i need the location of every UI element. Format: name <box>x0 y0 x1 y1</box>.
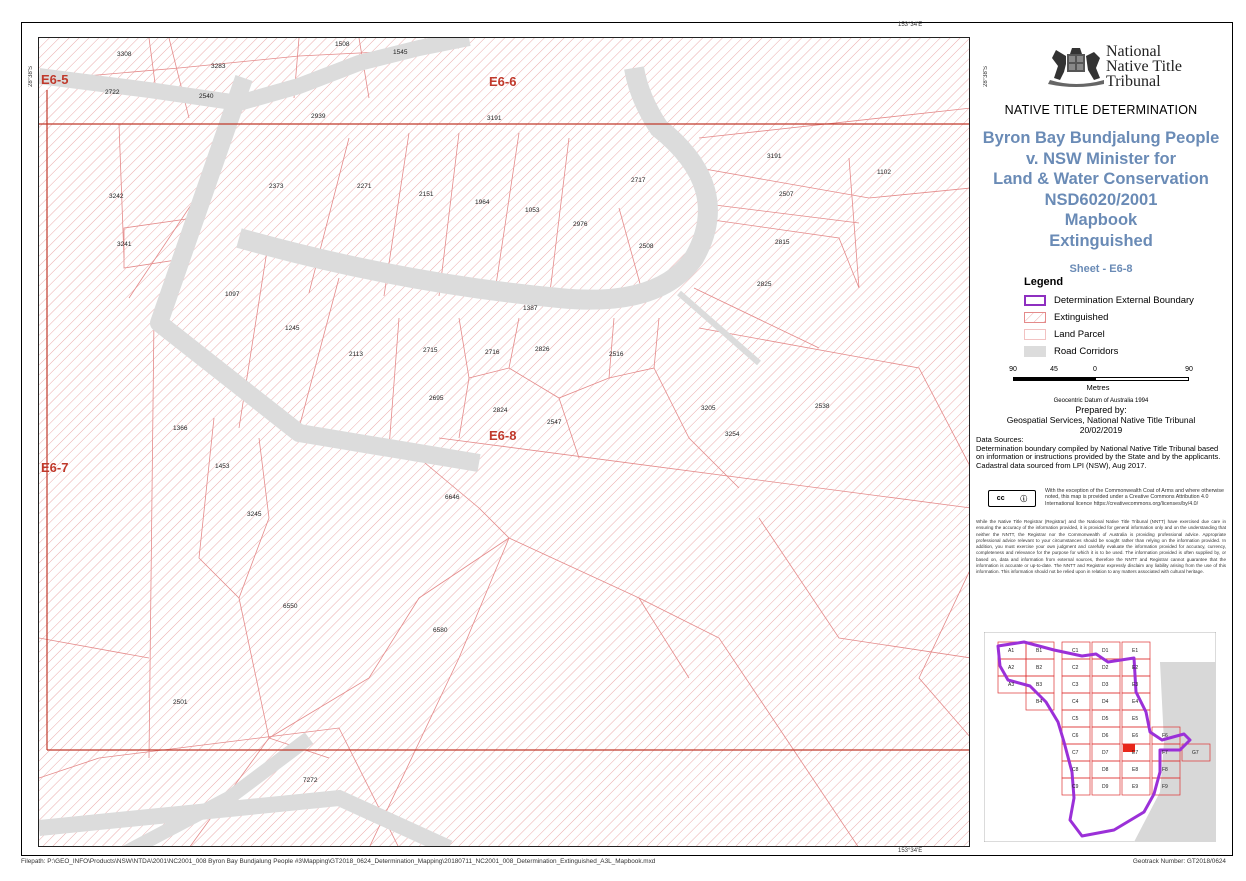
parcel-label: 3191 <box>767 153 782 160</box>
parcel-label: 6646 <box>445 494 460 501</box>
parcel-label: 3283 <box>211 63 226 70</box>
parcel-label: 1366 <box>173 425 188 432</box>
key-cell-label: A2 <box>1008 665 1015 671</box>
prepared-by: Prepared by: <box>1075 405 1127 415</box>
legend-item-extinguished <box>1024 310 1108 324</box>
sheet-label: E6-7 <box>41 460 69 475</box>
map-title <box>974 128 1228 251</box>
key-cell-label: C2 <box>1072 665 1079 671</box>
disclaimer-text: While the Native Title Registrar (Registrar) and the National Native Title Tribunal (NNTT) have exercised due care in ensuring the accuracy of the information provided, it is provided for general information only and on the understanding that neither the NNTT, the Registrar nor the Commonwealth of Australia is providing professional advice. Appropriate professional advice relevant to your circumstances should be sought rather than relying on the information provided. In addition, you must exercise your own judgment and carefully evaluate the information provided for accuracy, currency, completeness and relevance for the purpose for which it is to be used. The information provided is often supplied by, or based on, data and information from external sources, therefore the NNTT and Registrar cannot guarantee that the information is accurate or up-to-date. The NNTT and Registrar expressly disclaim any liability arising from the use of this information. This information should not be relied upon in relation to any matters associated with cultural heritage. <box>976 519 1226 575</box>
parcel-label: 2540 <box>199 93 214 100</box>
boundary-swatch <box>1024 295 1046 306</box>
key-cell-label: C7 <box>1072 750 1079 756</box>
key-cell-label: D6 <box>1102 733 1109 739</box>
scale-bar <box>1000 366 1196 396</box>
key-cell-label: D7 <box>1102 750 1109 756</box>
key-cell-label: D9 <box>1102 784 1109 790</box>
scale-tick: 90 <box>1009 366 1017 373</box>
scale-tick: 90 <box>1185 366 1193 373</box>
coord-top: 153°34'E <box>898 22 923 28</box>
parcel-label: 2113 <box>349 351 363 358</box>
cadastral-source: Cadastral data sourced from LPI (NSW), Aug 2017. <box>976 461 1147 471</box>
key-cell-label: G7 <box>1192 750 1199 756</box>
map-canvas[interactable] <box>39 38 970 847</box>
key-cell-label: E1 <box>1132 648 1139 654</box>
parcel-label: 1545 <box>393 49 408 56</box>
key-cell-label: C3 <box>1072 682 1079 688</box>
parcel-label: 2722 <box>105 89 120 96</box>
parcel-label: 2717 <box>631 177 646 184</box>
key-map <box>984 632 1216 842</box>
map-frame[interactable] <box>38 37 970 847</box>
parcel-label: 2373 <box>269 183 284 190</box>
creative-commons-logo: cc ⓘ <box>988 490 1036 507</box>
key-cell-label: B3 <box>1036 682 1043 688</box>
sheet-label: E6-8 <box>489 428 517 443</box>
parcel-label: 2501 <box>173 699 188 706</box>
key-cell-label: E2 <box>1132 665 1139 671</box>
key-cell-label: E8 <box>1132 767 1139 773</box>
key-cell-label: F9 <box>1162 784 1168 790</box>
parcel-label: 2538 <box>815 403 830 410</box>
title-line: v. NSW Minister for <box>1025 149 1177 168</box>
key-cell-label: A3 <box>1008 682 1015 688</box>
coord-right: 28°38'S <box>983 66 989 87</box>
key-cell-label: D5 <box>1102 716 1109 722</box>
legend-label: Extinguished <box>1054 311 1109 323</box>
scale-bar-white <box>1095 377 1189 381</box>
sheet-label: E6-5 <box>41 72 69 87</box>
parcel-label: 2715 <box>423 347 438 354</box>
parcel-label: 1097 <box>225 291 240 298</box>
key-cell-label: E6 <box>1132 733 1139 739</box>
title-line: Land & Water Conservation <box>993 170 1209 188</box>
parcel-label: 3191 <box>487 115 502 122</box>
legend-item-land-parcel <box>1024 327 1105 341</box>
key-cell-label: B4 <box>1036 699 1043 705</box>
key-cell-label: E9 <box>1132 784 1139 790</box>
org-name-line: National <box>1106 43 1162 60</box>
org-name <box>1106 44 1182 89</box>
scale-tick: 0 <box>1093 366 1097 373</box>
key-cell-label: C6 <box>1072 733 1079 739</box>
parcel-label: 3254 <box>725 431 740 438</box>
parcel-label: 2716 <box>485 349 500 356</box>
scale-tick: 45 <box>1050 366 1058 373</box>
parcel-label: 7272 <box>303 777 318 784</box>
key-cell-label: C9 <box>1072 784 1079 790</box>
org-name-line: Native Title <box>1106 58 1183 75</box>
key-cell-label: B2 <box>1036 665 1043 671</box>
footer-geotrack: Geotrack Number: GT2018/0624 <box>1132 858 1226 865</box>
legend-label: Road Corridors <box>1054 345 1119 357</box>
parcel-label: 1508 <box>335 41 350 48</box>
parcel-label: 2939 <box>311 113 326 120</box>
datum-text: Geocentric Datum of Australia 1994 <box>1053 398 1149 404</box>
key-cell-label: C5 <box>1072 716 1079 722</box>
key-cell-label: D2 <box>1102 665 1109 671</box>
legend-item-road <box>1024 344 1118 358</box>
key-cell-label: C4 <box>1072 699 1079 705</box>
hatch-swatch <box>1024 312 1046 323</box>
key-cell-label: D4 <box>1102 699 1109 705</box>
parcel-label: 3245 <box>247 511 262 518</box>
sources-heading: Data Sources: <box>976 435 1024 444</box>
parcel-label: 6550 <box>283 603 298 610</box>
key-cell-label: E5 <box>1132 716 1139 722</box>
parcel-label: 2824 <box>493 407 508 414</box>
parcel-label: 2976 <box>573 221 588 228</box>
key-cell-label: C8 <box>1072 767 1079 773</box>
legend-item-boundary <box>1024 293 1194 307</box>
key-cell-label: D3 <box>1102 682 1109 688</box>
key-cell-label: F7 <box>1162 750 1168 756</box>
title-line: Extinguished <box>1049 231 1153 250</box>
parcel-label: 3308 <box>117 51 132 58</box>
parcel-label: 6580 <box>433 627 448 634</box>
parcel-label: 2695 <box>429 395 444 402</box>
parcel-label: 2507 <box>779 191 794 198</box>
key-cell-label: E3 <box>1132 682 1139 688</box>
parcel-label: 1387 <box>523 305 538 312</box>
title-line: Byron Bay Bundjalung People <box>982 129 1220 147</box>
key-cell-label: B1 <box>1036 648 1043 654</box>
licence-text: With the exception of the Commonwealth Coat of Arms and where otherwise noted, this map is provided under a Creative Commons Attribution 4.0 International licence https://creativecommons.org/licenses/by/4.0/ <box>1045 488 1225 507</box>
org-name-line: Tribunal <box>1106 73 1161 90</box>
parcel-label: 2516 <box>609 351 624 358</box>
parcel-label: 3205 <box>701 405 716 412</box>
parcel-label: 2271 <box>357 183 372 190</box>
legend-label: Land Parcel <box>1054 328 1105 340</box>
footer-filepath: Filepath: P:\GEO_INFO\Products\NSW\NTDA\2001\NC2001_008 Byron Bay Bundjalung People #3\Mapping\GT2018_0624_Determination_Mapping\20180711_NC2001_008_Determination_Extinguished_A3L_Mapbook.mxd <box>21 858 656 865</box>
parcel-label: 3242 <box>109 193 124 200</box>
parcel-label: 1102 <box>877 169 891 176</box>
parcel-label: 1964 <box>475 199 490 206</box>
parcel-swatch <box>1024 329 1046 340</box>
prepared-date: 20/02/2019 <box>1079 425 1123 435</box>
road-swatch <box>1024 346 1046 357</box>
coat-of-arms-logo <box>1046 44 1106 88</box>
title-line: Mapbook <box>1064 211 1138 229</box>
sheet-label: E6-6 <box>489 74 517 89</box>
sheet-number: Sheet - E6-8 <box>1069 263 1133 275</box>
parcel-label: 2826 <box>535 346 550 353</box>
key-cell-label: F6 <box>1162 733 1168 739</box>
parcel-label: 1053 <box>525 207 540 214</box>
parcel-label: 2151 <box>419 191 434 198</box>
determination-heading: NATIVE TITLE DETERMINATION <box>1004 103 1198 117</box>
parcel-label: 2508 <box>639 243 654 250</box>
parcel-label: 1245 <box>285 325 300 332</box>
legend-title: Legend <box>1024 276 1064 288</box>
key-cell-label: D8 <box>1102 767 1109 773</box>
coord-left: 28°38'S <box>28 66 34 87</box>
parcel-label: 2825 <box>757 281 772 288</box>
parcel-label: 1453 <box>215 463 230 470</box>
title-line: NSD6020/2001 <box>1044 190 1158 209</box>
prepared-org: Geospatial Services, National Native Title Tribunal <box>1006 415 1196 425</box>
parcel-label: 3241 <box>117 241 132 248</box>
key-cell-label: F8 <box>1162 767 1168 773</box>
key-cell-label: A1 <box>1008 648 1015 654</box>
parcel-label: 2815 <box>775 239 790 246</box>
legend-label: Determination External Boundary <box>1054 294 1194 306</box>
sources-body: Determination boundary compiled by National Native Title Tribunal based on information or instructions provided by the State and by the applicants. <box>976 443 1221 462</box>
key-cell-label: E7 <box>1132 750 1139 756</box>
parcel-label: 2547 <box>547 419 562 426</box>
data-sources <box>976 436 1226 471</box>
scale-units: Metres <box>1086 383 1110 392</box>
key-cell-label: C1 <box>1072 648 1079 654</box>
scale-bar-black <box>1013 377 1095 381</box>
coord-bottom: 153°34'E <box>898 848 923 854</box>
key-cell-label: D1 <box>1102 648 1109 654</box>
key-cell-label: E4 <box>1132 699 1139 705</box>
